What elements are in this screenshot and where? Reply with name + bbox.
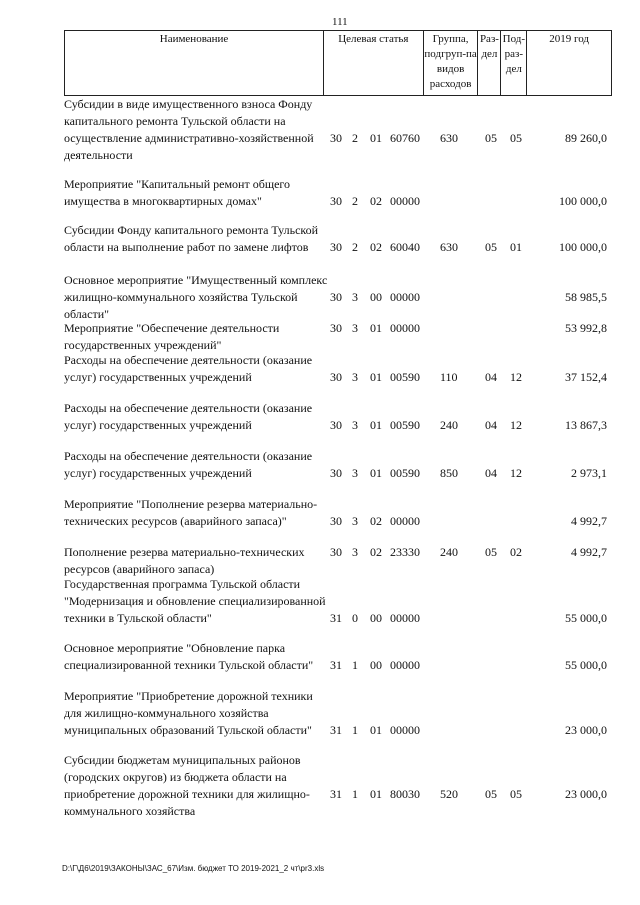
row-grp: 240 — [440, 418, 458, 432]
row-sub: 3 — [352, 321, 358, 335]
row-grp: 630 — [440, 240, 458, 254]
row-sub: 1 — [352, 723, 358, 737]
row-main: 01 — [370, 321, 382, 335]
row-amount: 37 152,4 — [565, 370, 607, 384]
file-path-footer: D:\Г\Д6\2019\ЗАКОНЫ\ЗАС_67\Изм. бюджет ТО 2019-2021_2 чт\pr3.xls — [62, 864, 325, 873]
row-amount: 100 000,0 — [559, 240, 607, 254]
row-prog: 31 — [330, 658, 342, 672]
row-name: Мероприятие "Приобретение дорожной техники для жилищно-коммунального хозяйства муниципальных образований Тульской области" — [64, 689, 313, 737]
row-prog: 30 — [330, 418, 342, 432]
row-dir: 00000 — [390, 723, 420, 737]
row-prog: 31 — [330, 787, 342, 801]
row-sec: 04 — [485, 466, 497, 480]
row-name: Основное мероприятие "Имущественный комплекс жилищно-коммунального хозяйства Тульской области" — [64, 273, 328, 321]
row-amount: 4 992,7 — [571, 545, 607, 559]
row-dir: 60040 — [390, 240, 420, 254]
row-grp: 240 — [440, 545, 458, 559]
row-dir: 00000 — [390, 611, 420, 625]
row-main: 02 — [370, 240, 382, 254]
row-sub: 3 — [352, 466, 358, 480]
row-subsec: 12 — [510, 466, 522, 480]
row-amount: 100 000,0 — [559, 194, 607, 208]
table-header — [64, 30, 612, 96]
header-subsection: Под-раз-дел — [501, 31, 527, 95]
row-sec: 04 — [485, 370, 497, 384]
row-name: Мероприятие "Капитальный ремонт общего имущества в многоквартирных домах" — [64, 177, 291, 208]
row-dir: 00590 — [390, 370, 420, 384]
row-prog: 30 — [330, 290, 342, 304]
row-sub: 2 — [352, 131, 358, 145]
row-name: Расходы на обеспечение деятельности (оказание услуг) государственных учреждений — [64, 449, 313, 480]
row-name: Государственная программа Тульской области "Модернизация и обновление специализированной техники в Тульской области" — [64, 577, 326, 625]
row-subsec: 02 — [510, 545, 522, 559]
row-sub: 2 — [352, 194, 358, 208]
row-subsec: 01 — [510, 240, 522, 254]
row-sec: 05 — [485, 131, 497, 145]
row-main: 01 — [370, 131, 382, 145]
row-prog: 30 — [330, 545, 342, 559]
row-sec: 04 — [485, 418, 497, 432]
row-amount: 58 985,5 — [565, 290, 607, 304]
row-main: 01 — [370, 418, 382, 432]
row-amount: 53 992,8 — [565, 321, 607, 335]
row-dir: 00000 — [390, 514, 420, 528]
row-main: 00 — [370, 658, 382, 672]
row-amount: 13 867,3 — [565, 418, 607, 432]
row-prog: 31 — [330, 611, 342, 625]
row-prog: 30 — [330, 194, 342, 208]
row-subsec: 05 — [510, 131, 522, 145]
row-main: 01 — [370, 466, 382, 480]
row-amount: 4 992,7 — [571, 514, 607, 528]
row-sub: 2 — [352, 240, 358, 254]
row-sec: 05 — [485, 787, 497, 801]
row-prog: 31 — [330, 723, 342, 737]
row-main: 01 — [370, 787, 382, 801]
row-dir: 00000 — [390, 290, 420, 304]
header-section: Раз-дел — [478, 31, 501, 95]
row-sub: 0 — [352, 611, 358, 625]
row-main: 01 — [370, 723, 382, 737]
row-amount: 89 260,0 — [565, 131, 607, 145]
row-sub: 3 — [352, 370, 358, 384]
row-grp: 850 — [440, 466, 458, 480]
row-amount: 55 000,0 — [565, 611, 607, 625]
row-prog: 30 — [330, 370, 342, 384]
row-subsec: 12 — [510, 370, 522, 384]
header-group: Группа, подгруп-па видов расходов — [424, 31, 479, 95]
row-sub: 3 — [352, 418, 358, 432]
row-main: 02 — [370, 514, 382, 528]
row-dir: 00000 — [390, 321, 420, 335]
row-sub: 3 — [352, 545, 358, 559]
row-main: 02 — [370, 545, 382, 559]
row-amount: 23 000,0 — [565, 787, 607, 801]
row-dir: 00000 — [390, 658, 420, 672]
row-prog: 30 — [330, 514, 342, 528]
header-name: Наименование — [65, 31, 324, 95]
row-sec: 05 — [485, 240, 497, 254]
row-dir: 00000 — [390, 194, 420, 208]
row-sec: 05 — [485, 545, 497, 559]
row-grp: 520 — [440, 787, 458, 801]
header-target: Целевая статья — [324, 31, 424, 95]
row-name: Субсидии в виде имущественного взноса Фонду капитального ремонта Тульской области на осуществление административно-хозяйственной деятельности — [64, 97, 314, 162]
page-number: 111 — [332, 16, 348, 28]
row-sub: 1 — [352, 787, 358, 801]
row-prog: 30 — [330, 321, 342, 335]
row-subsec: 12 — [510, 418, 522, 432]
row-name: Субсидии Фонду капитального ремонта Тульской области на выполнение работ по замене лифтов — [64, 223, 319, 254]
header-year: 2019 год — [549, 33, 590, 45]
row-grp: 630 — [440, 131, 458, 145]
row-dir: 00590 — [390, 466, 420, 480]
row-dir: 23330 — [390, 545, 420, 559]
row-sub: 1 — [352, 658, 358, 672]
row-sub: 3 — [352, 290, 358, 304]
row-main: 02 — [370, 194, 382, 208]
row-subsec: 05 — [510, 787, 522, 801]
row-name: Расходы на обеспечение деятельности (оказание услуг) государственных учреждений — [64, 401, 313, 432]
row-name: Расходы на обеспечение деятельности (оказание услуг) государственных учреждений — [64, 353, 313, 384]
row-name: Субсидии бюджетам муниципальных районов (городских округов) из бюджета области на приобретение дорожной техники для жилищно-коммунального хозяйства — [64, 753, 310, 818]
row-amount: 55 000,0 — [565, 658, 607, 672]
row-prog: 30 — [330, 131, 342, 145]
row-grp: 110 — [440, 370, 458, 384]
row-sub: 3 — [352, 514, 358, 528]
row-amount: 2 973,1 — [571, 466, 607, 480]
row-name: Мероприятие "Пополнение резерва материально-технических ресурсов (аварийного запаса)" — [64, 497, 318, 528]
row-dir: 80030 — [390, 787, 420, 801]
row-dir: 60760 — [390, 131, 420, 145]
row-main: 00 — [370, 611, 382, 625]
row-name: Основное мероприятие "Обновление парка специализированной техники Тульской области" — [64, 641, 314, 672]
row-name: Пополнение резерва материально-технических ресурсов (аварийного запаса) — [64, 545, 305, 576]
row-dir: 00590 — [390, 418, 420, 432]
row-prog: 30 — [330, 466, 342, 480]
row-main: 01 — [370, 370, 382, 384]
row-prog: 30 — [330, 240, 342, 254]
row-name: Мероприятие "Обеспечение деятельности государственных учреждений" — [64, 321, 280, 352]
row-amount: 23 000,0 — [565, 723, 607, 737]
row-main: 00 — [370, 290, 382, 304]
